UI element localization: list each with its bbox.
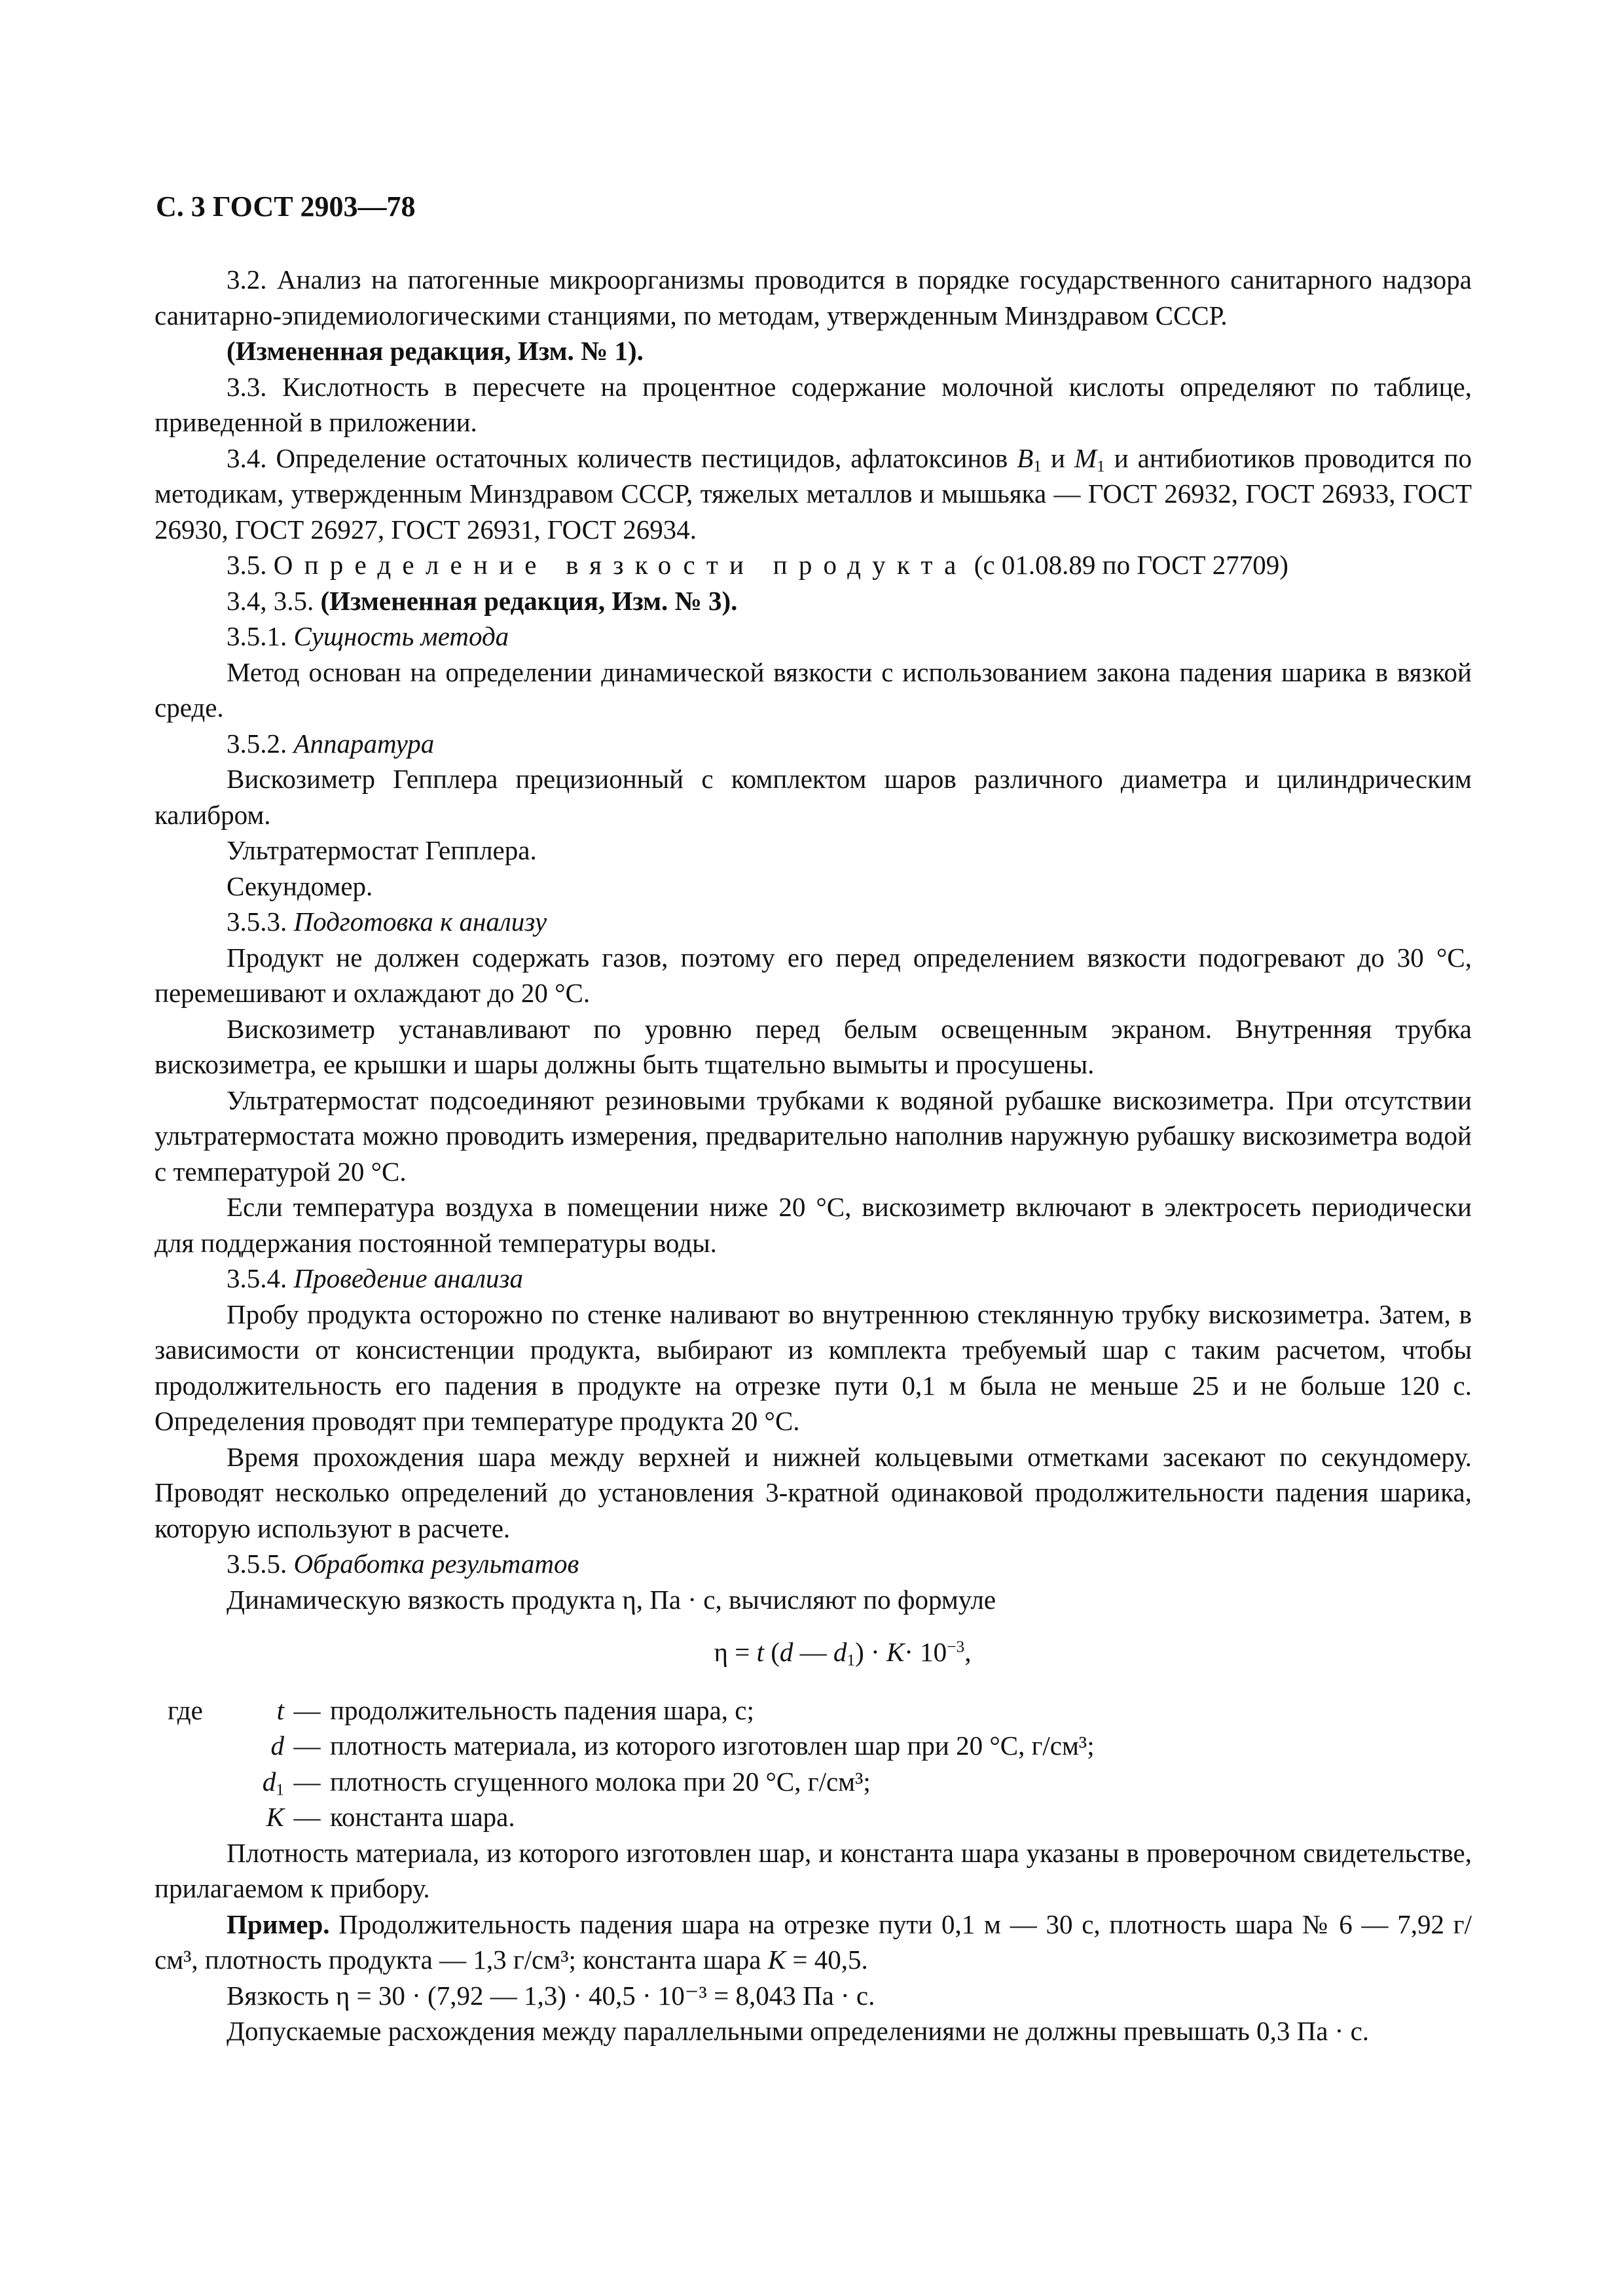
document-body — [155, 262, 1472, 2049]
legend-dash: — — [293, 1766, 321, 1797]
section-3-5-3: 3.5.3. Подготовка к анализу — [227, 906, 547, 937]
legend-text: плотность материала, из которого изготовлен шар при 20 °С, г/см³; — [330, 1731, 1095, 1761]
formula-legend — [155, 1693, 1472, 1835]
amendment-note-3: 3.4, 3.5. (Измененная редакция, Изм. № 3). — [227, 585, 738, 616]
legend-text: плотность сгущенного молока при 20 °С, г/см³; — [330, 1766, 871, 1797]
legend-row — [155, 1728, 1472, 1764]
paragraph-tolerance: Допускаемые расхождения между параллельными определениями не должны превышать 0,3 Па · с. — [227, 2016, 1370, 2046]
legend-symbol: $d_1$ — [262, 1766, 284, 1799]
paragraph-viscosity-result: Вязкость η = 30 · (7,92 — 1,3) · 40,5 · 10⁻³ = 8,043 Па · с. — [227, 1980, 875, 2011]
section-title-spaced: Определение вязкости продукта — [273, 550, 968, 580]
section-3-5-4: 3.5.4. Проведение анализа — [227, 1263, 524, 1293]
legend-row — [155, 1799, 1472, 1835]
paragraph-method: Метод основан на определении динамической вязкости с использованием закона падения шарика в вязкой среде. — [155, 656, 1472, 723]
paragraph-run-2: Время прохождения шара между верхней и нижней кольцевыми отметками засекают по секундомеру. Проводят несколько определений до установления 3-кратной одинаковой продолжительности падения шарика, которую используют в расчете. — [155, 1441, 1472, 1543]
paragraph-3-5: 3.5. Определение вязкости продукта (с 01.08.89 по ГОСТ 27709) — [227, 550, 1288, 580]
paragraph-example: Пример. Продолжительность падения шара на отрезке пути 0,1 м — 30 с, плотность шара № 6 — 7,92 г/см³, плотность продукта — 1,3 г/см³; константа шара K = 40,5. — [155, 1909, 1472, 1975]
legend-row — [155, 1693, 1472, 1729]
legend-dash: — — [293, 1695, 321, 1725]
paragraph-prep-2: Вискозиметр устанавливают по уровню перед белым освещенным экраном. Внутренняя трубка вискозиметра, ее крышки и шары должны быть тщательно вымыты и просушены. — [155, 1013, 1472, 1079]
paragraph-density: Плотность материала, из которого изготовлен шар, и константа шара указаны в проверочном свидетельстве, прилагаемом к прибору. — [155, 1837, 1472, 1903]
legend-dash: — — [293, 1802, 321, 1832]
amendment-note-1: (Измененная редакция, Изм. № 1). — [227, 336, 644, 366]
legend-text: константа шара. — [330, 1802, 515, 1832]
paragraph-apparatus-3: Секундомер. — [227, 870, 373, 901]
legend-row — [155, 1764, 1472, 1800]
legend-text: продолжительность падения шара, с; — [330, 1695, 754, 1725]
paragraph-prep-3: Ультратермостат подсоединяют резиновыми трубками к водяной рубашке вискозиметра. При отсутствии ультратермостата можно проводить измерения, предварительно наполнив наружную рубашку вискозиметра водой с температурой 20 °С. — [155, 1085, 1472, 1187]
page-header: С. 3 ГОСТ 2903—78 — [156, 190, 416, 223]
paragraph-apparatus-1: Вискозиметр Гепплера прецизионный с комплектом шаров различного диаметра и цилиндрическим калибром. — [155, 764, 1472, 830]
legend-symbol: K — [266, 1802, 284, 1832]
legend-symbol: d — [270, 1731, 284, 1761]
legend-lead: где — [168, 1695, 203, 1725]
section-3-5-1: 3.5.1. Сущность метода — [227, 621, 509, 651]
legend-dash: — — [293, 1731, 321, 1761]
paragraph-prep-1: Продукт не должен содержать газов, поэтому его перед определением вязкости подогревают до 30 °С, перемешивают и охлаждают до 20 °С. — [155, 942, 1472, 1008]
paragraph-3-3: 3.3. Кислотность в пересчете на процентное содержание молочной кислоты определяют по таблице, приведенной в приложении. — [155, 371, 1472, 437]
paragraph-apparatus-2: Ультратермостат Гепплера. — [227, 835, 537, 865]
paragraph-calc: Динамическую вязкость продукта η, Па · с, вычисляют по формуле — [227, 1584, 996, 1615]
section-3-5-2: 3.5.2. Аппаратура — [227, 728, 435, 759]
paragraph-3-4: 3.4. Определение остаточных количеств пестицидов, афлатоксинов $B_1$ и $M_1$ и антибиотиков проводится по методикам, утвержденным Минздравом СССР, тяжелых металлов и мышьяка — ГОСТ 26932, ГОСТ 26933, ГОСТ 26930, ГОСТ 26927, ГОСТ 26931, ГОСТ 26934. — [155, 442, 1472, 545]
section-3-5-5: 3.5.5. Обработка результатов — [227, 1549, 579, 1579]
paragraph-3-2: 3.2. Анализ на патогенные микроорганизмы проводится в порядке государственного санитарного надзора санитарно-эпидемиологическими станциями, по методам, утвержденным Минздравом СССР. — [155, 264, 1472, 331]
legend-symbol: t — [276, 1695, 284, 1725]
paragraph-prep-4: Если температура воздуха в помещении ниже 20 °С, вискозиметр включают в электросеть периодически для поддержания постоянной температуры воды. — [155, 1192, 1472, 1258]
paragraph-run-1: Пробу продукта осторожно по стенке наливают во внутреннюю стеклянную трубку вискозиметра. Затем, в зависимости от консистенции продукта, выбирают из комплекта требуемый шар с таким расчетом, чтобы продолжительность его падения в продукте на отрезке пути 0,1 м была не меньше 25 и не больше 120 с. Определения проводят при температуре продукта 20 °С. — [155, 1299, 1472, 1436]
viscosity-formula: η = t (d — $d_1) \cdot K\cdot 10^{-3}$, — [714, 1637, 972, 1670]
